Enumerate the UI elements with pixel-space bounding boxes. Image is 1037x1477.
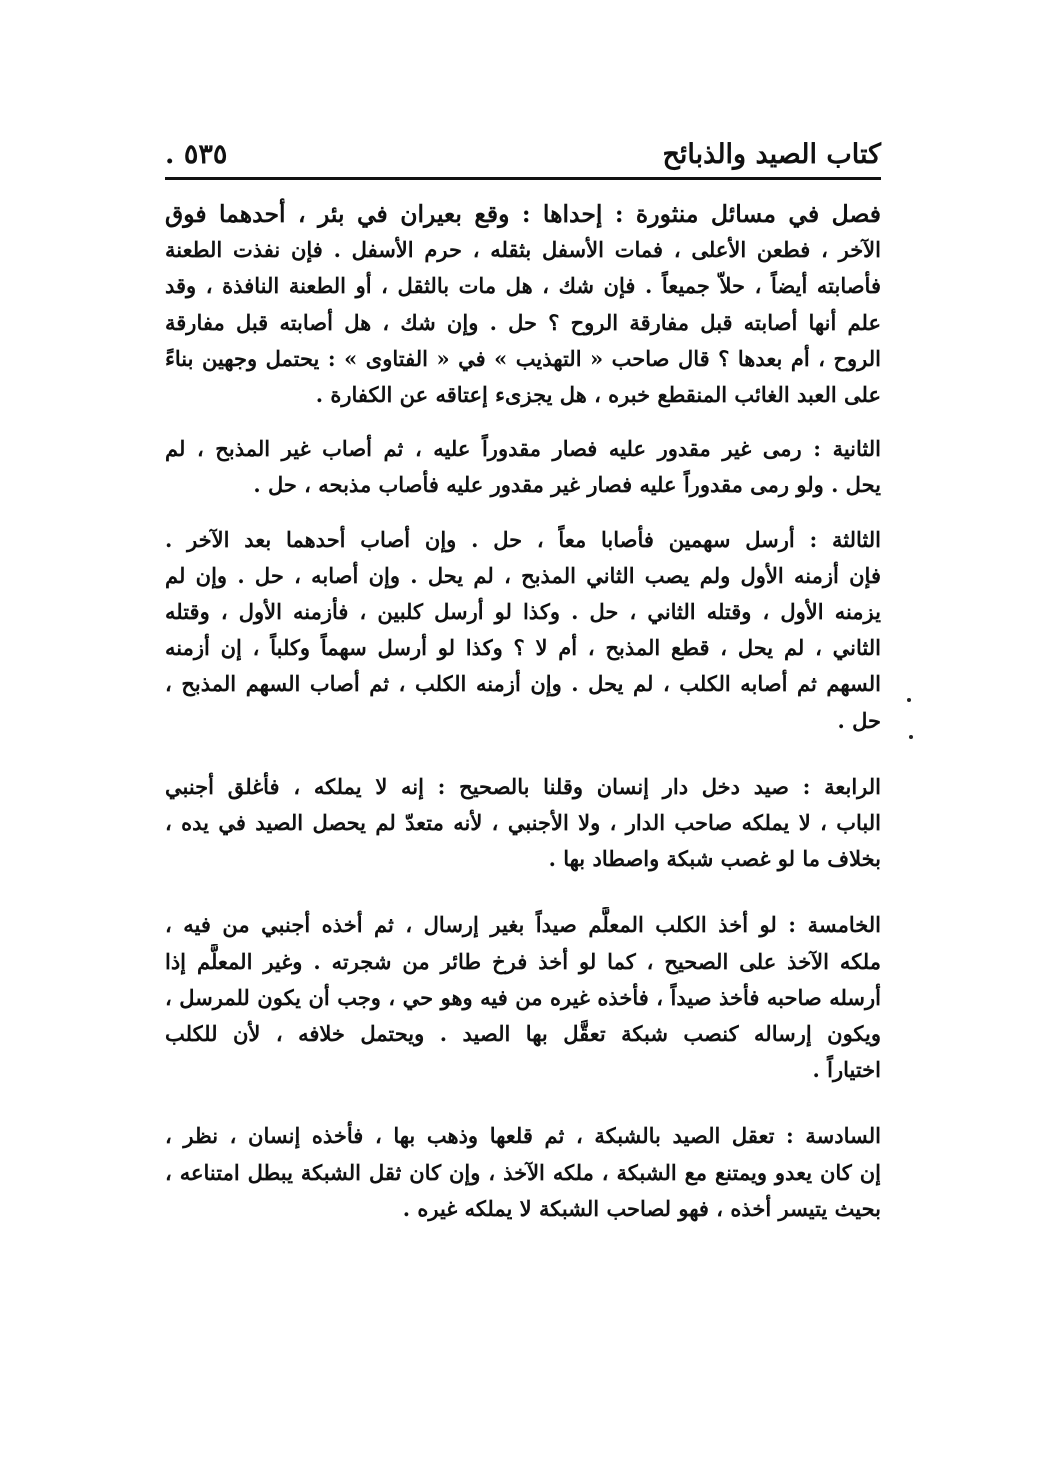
text-line: أرسله صاحبه فأخذ صيداً ، فأخذه غيره من فيه وهو حي ، وجب أن يكون للمرسل ، [165, 984, 881, 1010]
text-line: فأصابته أيضاً ، حلاّ جميعاً . فإن شك ، هل مات بالثقل ، أو الطعنة النافذة ، وقد [165, 273, 881, 299]
text-line: السهم ثم أصابه الكلب ، لم يحل . وإن أزمنه الكلب ، ثم أصاب السهم المذبح ، [165, 671, 881, 697]
header-rule [165, 177, 881, 180]
page-number: ٥٣٥ . [165, 139, 228, 170]
margin-dot [909, 735, 913, 739]
text-line: بخلاف ما لو غصب شبكة واصطاد بها . [548, 846, 881, 872]
text-line: فصل في مسائل منثورة : إحداها : وقع بعيران في بئر ، أحدهما فوق [165, 200, 881, 228]
text-line: يحل . ولو رمى مقدوراً عليه فصار غير مقدور عليه فأصاب مذبحه ، حل . [253, 472, 881, 498]
body-text [165, 196, 881, 1227]
text-line: اختياراً . [812, 1057, 881, 1083]
section-fifth [165, 907, 881, 1088]
section-second [165, 431, 881, 503]
text-line: ملكه الآخذ على الصحيح ، كما لو أخذ فرخ طائر من شجرته . وغير المعلَّم إذا [165, 948, 881, 974]
text-line: الرابعة : صيد دخل دار إنسان وقلنا بالصحيح : إنه لا يملكه ، فأغلق أجنبي [165, 773, 881, 799]
text-line: بحيث يتيسر أخذه ، فهو لصاحب الشبكة لا يملكه غيره . [402, 1195, 881, 1221]
section-third [165, 522, 881, 739]
text-line: السادسة : تعقل الصيد بالشبكة ، ثم قلعها وذهب بها ، فأخذه إنسان ، نظر ، [165, 1123, 881, 1149]
section-sixth [165, 1118, 881, 1227]
running-title: كتاب الصيد والذبائح [662, 139, 881, 170]
text-line: الثالثة : أرسل سهمين فأصابا معاً ، حل . وإن أصاب أحدهما بعد الآخر . [165, 526, 881, 552]
text-line: حل . [837, 707, 881, 733]
text-line: علم أنها أصابته قبل مفارقة الروح ؟ حل . وإن شك ، هل أصابته قبل مفارقة [165, 309, 881, 335]
text-line: على العبد الغائب المنقطع خبره ، هل يجزىء إعتاقه عن الكفارة . [315, 382, 881, 408]
text-line: الثاني ، لم يحل ، قطع المذبح ، أم لا ؟ وكذا لو أرسل سهماً وكلباً ، إن أزمنه [165, 635, 881, 661]
margin-dot [907, 698, 911, 702]
section-fasl [165, 196, 881, 413]
text-line: إن كان يعدو ويمتنع مع الشبكة ، ملكه الآخذ ، وإن كان ثقل الشبكة يبطل امتناعه ، [165, 1159, 881, 1185]
page-header [165, 132, 881, 176]
section-fourth [165, 769, 881, 878]
text-line: الثانية : رمى غير مقدور عليه فصار مقدوراً عليه ، ثم أصاب غير المذبح ، لم [165, 436, 881, 462]
text-line: الآخر ، فطعن الأعلى ، فمات الأسفل بثقله ، حرم الأسفل . فإن نفذت الطعنة [165, 237, 881, 263]
text-line: فإن أزمنه الأول ولم يصب الثاني المذبح ، لم يحل . وإن أصابه ، حل . وإن لم [165, 562, 881, 588]
text-line: ويكون إرساله كنصب شبكة تعقَّل بها الصيد . ويحتمل خلافه ، لأن للكلب [165, 1021, 881, 1047]
text-line: يزمنه الأول ، وقتله الثاني ، حل . وكذا لو أرسل كلبين ، فأزمنه الأول ، وقتله [165, 599, 881, 625]
text-line: الروح ، أم بعدها ؟ قال صاحب « التهذيب » في « الفتاوى » : يحتمل وجهين بناءً [165, 345, 881, 371]
text-line: الخامسة : لو أخذ الكلب المعلَّم صيداً بغير إرسال ، ثم أخذه أجنبي من فيه ، [165, 912, 881, 938]
text-line: الباب ، لا يملكه صاحب الدار ، ولا الأجنبي ، لأنه متعدّ لم يحصل الصيد في يده ، [165, 810, 881, 836]
